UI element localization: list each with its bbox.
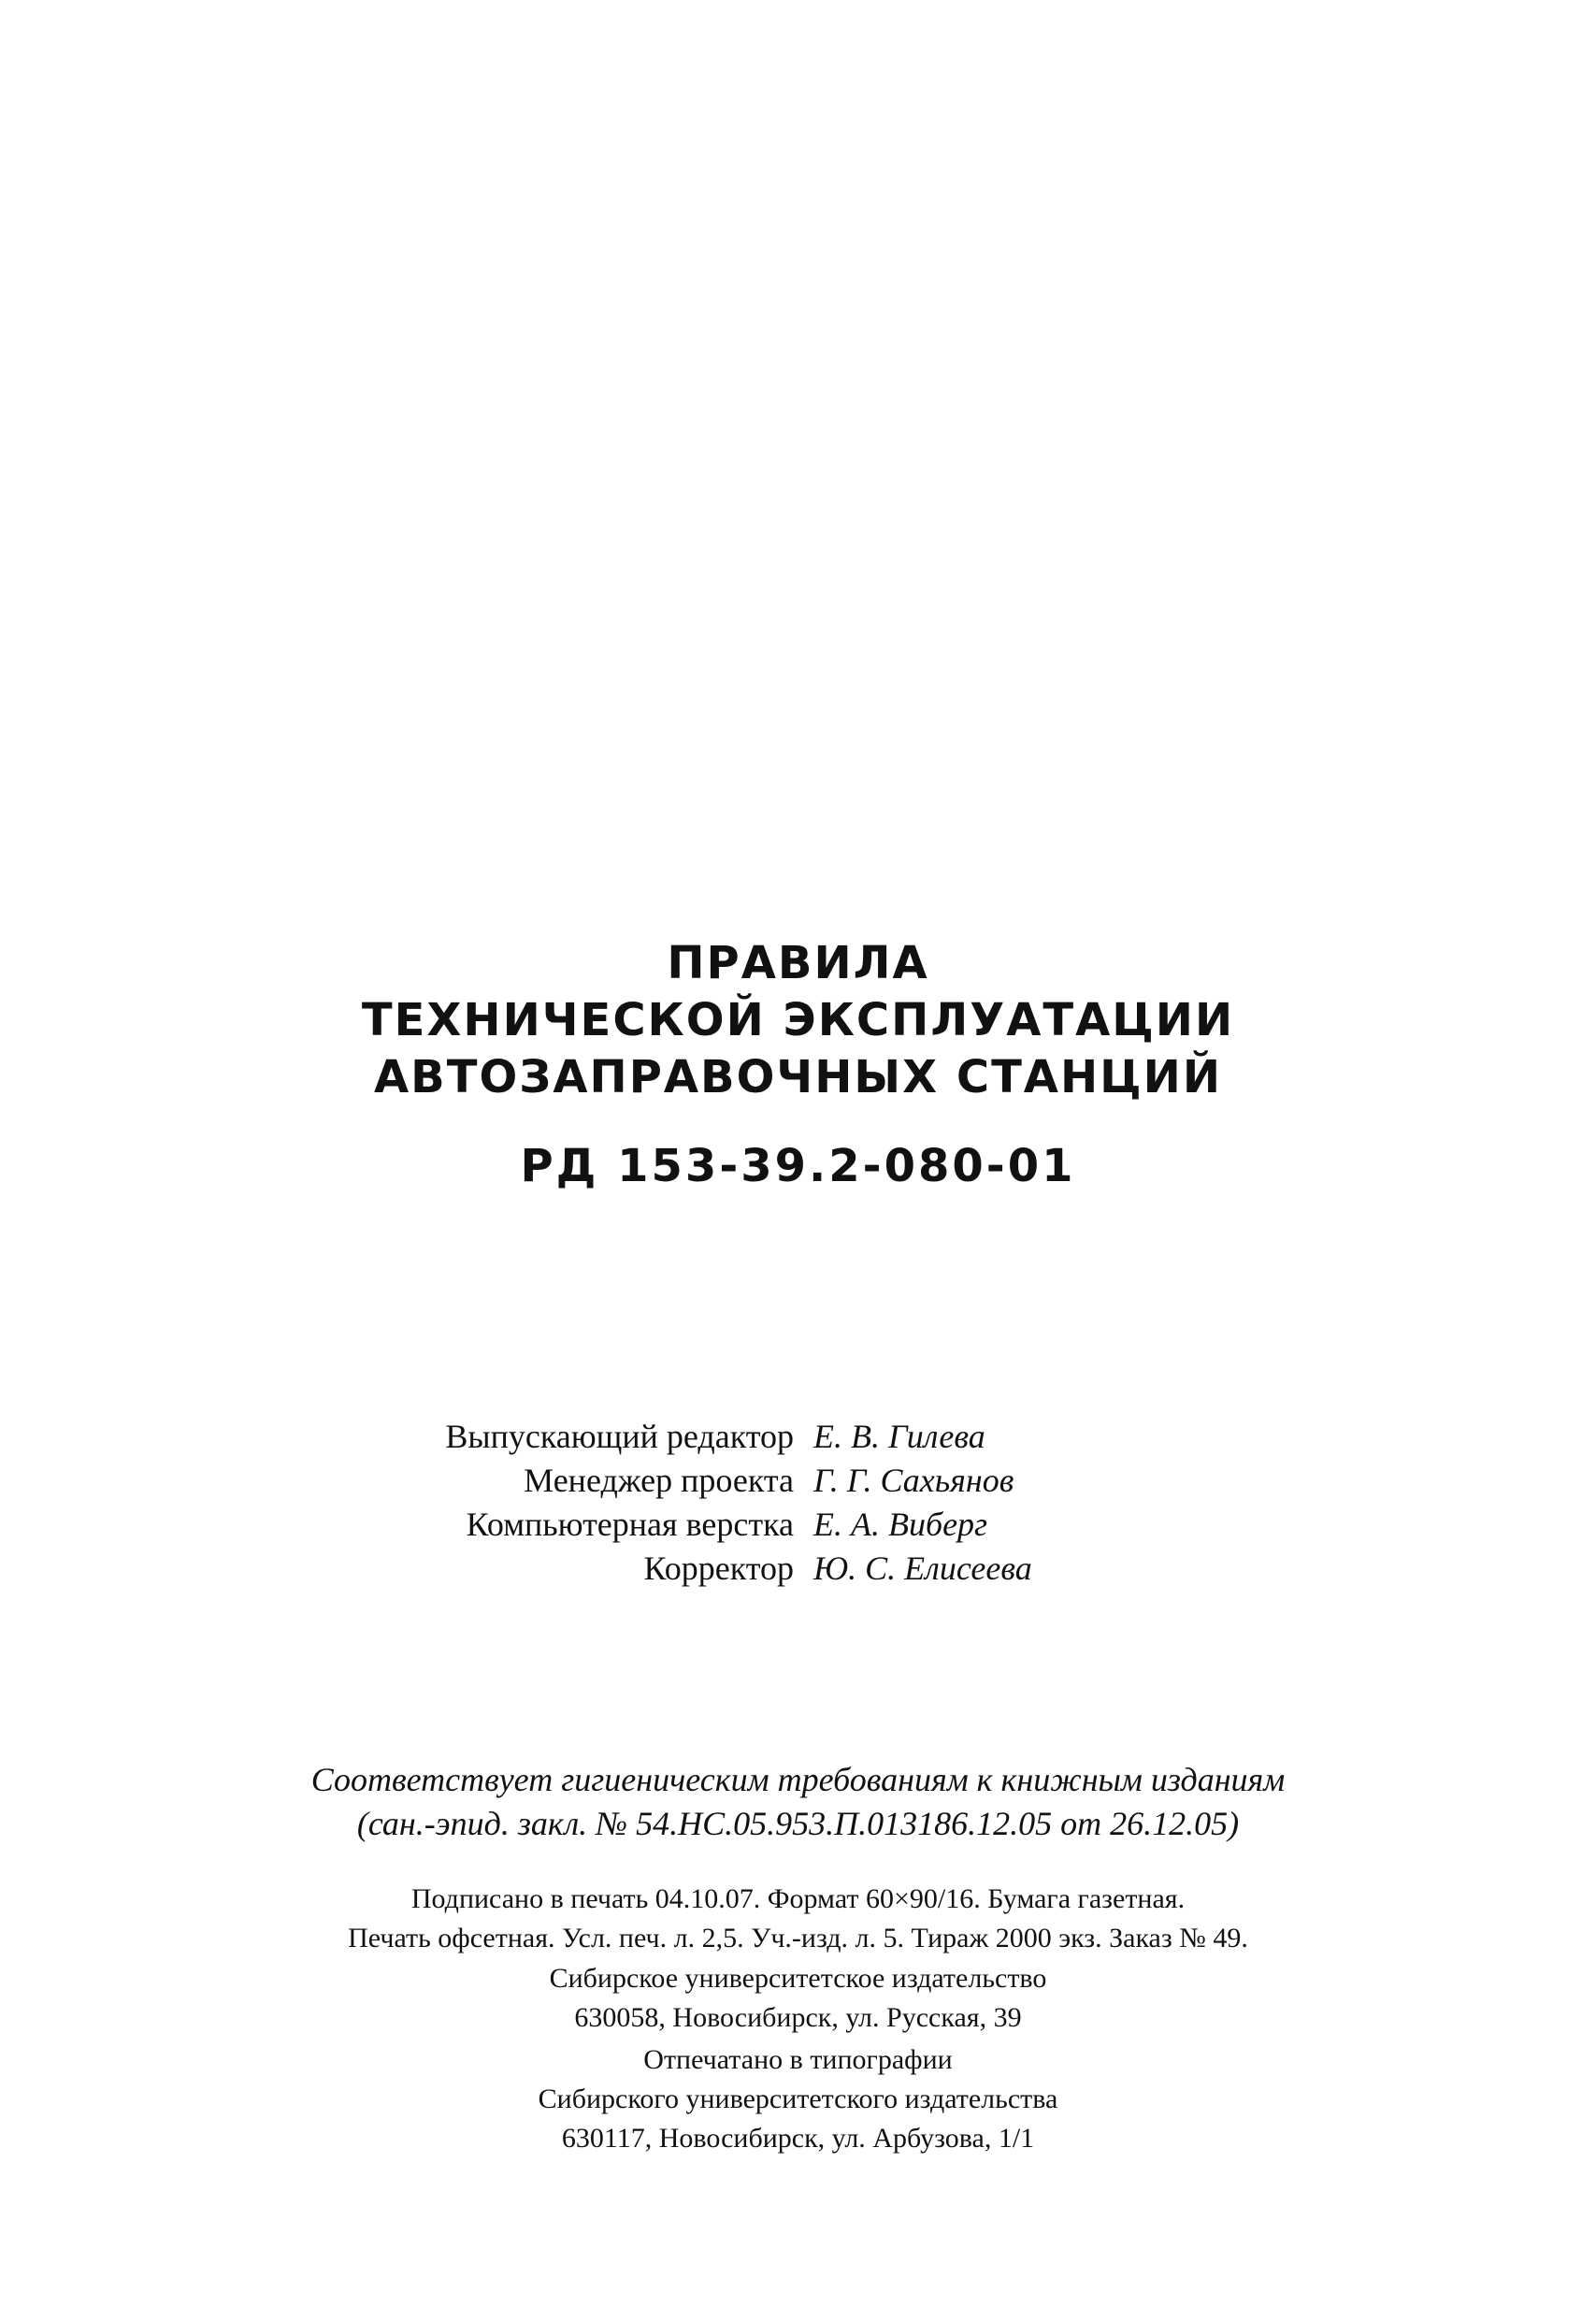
hygiene-line-2: (сан.-эпид. закл. № 54.НС.05.953.П.013186.12.05 от 26.12.05) xyxy=(356,1805,1240,1842)
print-details xyxy=(0,1880,1596,1958)
hygiene-line-1: Соответствует гигиеническим требованиям к книжным изданиям xyxy=(310,1761,1286,1798)
title-line-1: ПРАВИЛА xyxy=(667,937,929,989)
publisher-name: Сибирское университетское издательство xyxy=(549,1963,1047,1994)
credit-name: Ю. С. Елисеева xyxy=(813,1550,1032,1587)
credit-role: Компьютерная верстка xyxy=(466,1506,794,1543)
hygiene-statement xyxy=(0,1758,1596,1846)
credit-role: Менеджер проекта xyxy=(524,1462,794,1499)
credit-row-proofreader xyxy=(0,1547,1596,1591)
publisher-info xyxy=(0,1959,1596,2038)
printer-info xyxy=(0,2040,1596,2158)
publisher-address: 630058, Новосибирск, ул. Русская, 39 xyxy=(574,2002,1022,2033)
printer-line-2: Сибирского университетского издательства xyxy=(538,2083,1058,2114)
document-code: РД 153-39.2-080-01 xyxy=(520,1140,1076,1192)
printer-address: 630117, Новосибирск, ул. Арбузова, 1/1 xyxy=(561,2123,1035,2154)
credit-name: Е. В. Гилева xyxy=(813,1418,985,1455)
print-details-line-1: Подписано в печать 04.10.07. Формат 60×90/16. Бумага газетная. xyxy=(410,1883,1186,1914)
credit-row-layout xyxy=(0,1503,1596,1547)
title-line-3: АВТОЗАПРАВОЧНЫХ СТАНЦИЙ xyxy=(374,1051,1222,1103)
credit-role: Корректор xyxy=(643,1550,794,1587)
credit-role: Выпускающий редактор xyxy=(445,1418,794,1455)
credit-name: Е. А. Виберг xyxy=(813,1506,988,1543)
title-line-2: ТЕХНИЧЕСКОЙ ЭКСПЛУАТАЦИИ xyxy=(361,994,1235,1046)
credit-name: Г. Г. Сахьянов xyxy=(813,1462,1014,1499)
print-details-line-2: Печать офсетная. Усл. печ. л. 2,5. Уч.-изд. л. 5. Тираж 2000 экз. Заказ № 49. xyxy=(348,1923,1248,1953)
credit-row-manager xyxy=(0,1459,1596,1503)
document-title xyxy=(0,935,1596,1195)
printer-line-1: Отпечатано в типографии xyxy=(643,2044,953,2075)
credits-list xyxy=(0,1415,1596,1591)
credit-row-editor xyxy=(0,1415,1596,1459)
